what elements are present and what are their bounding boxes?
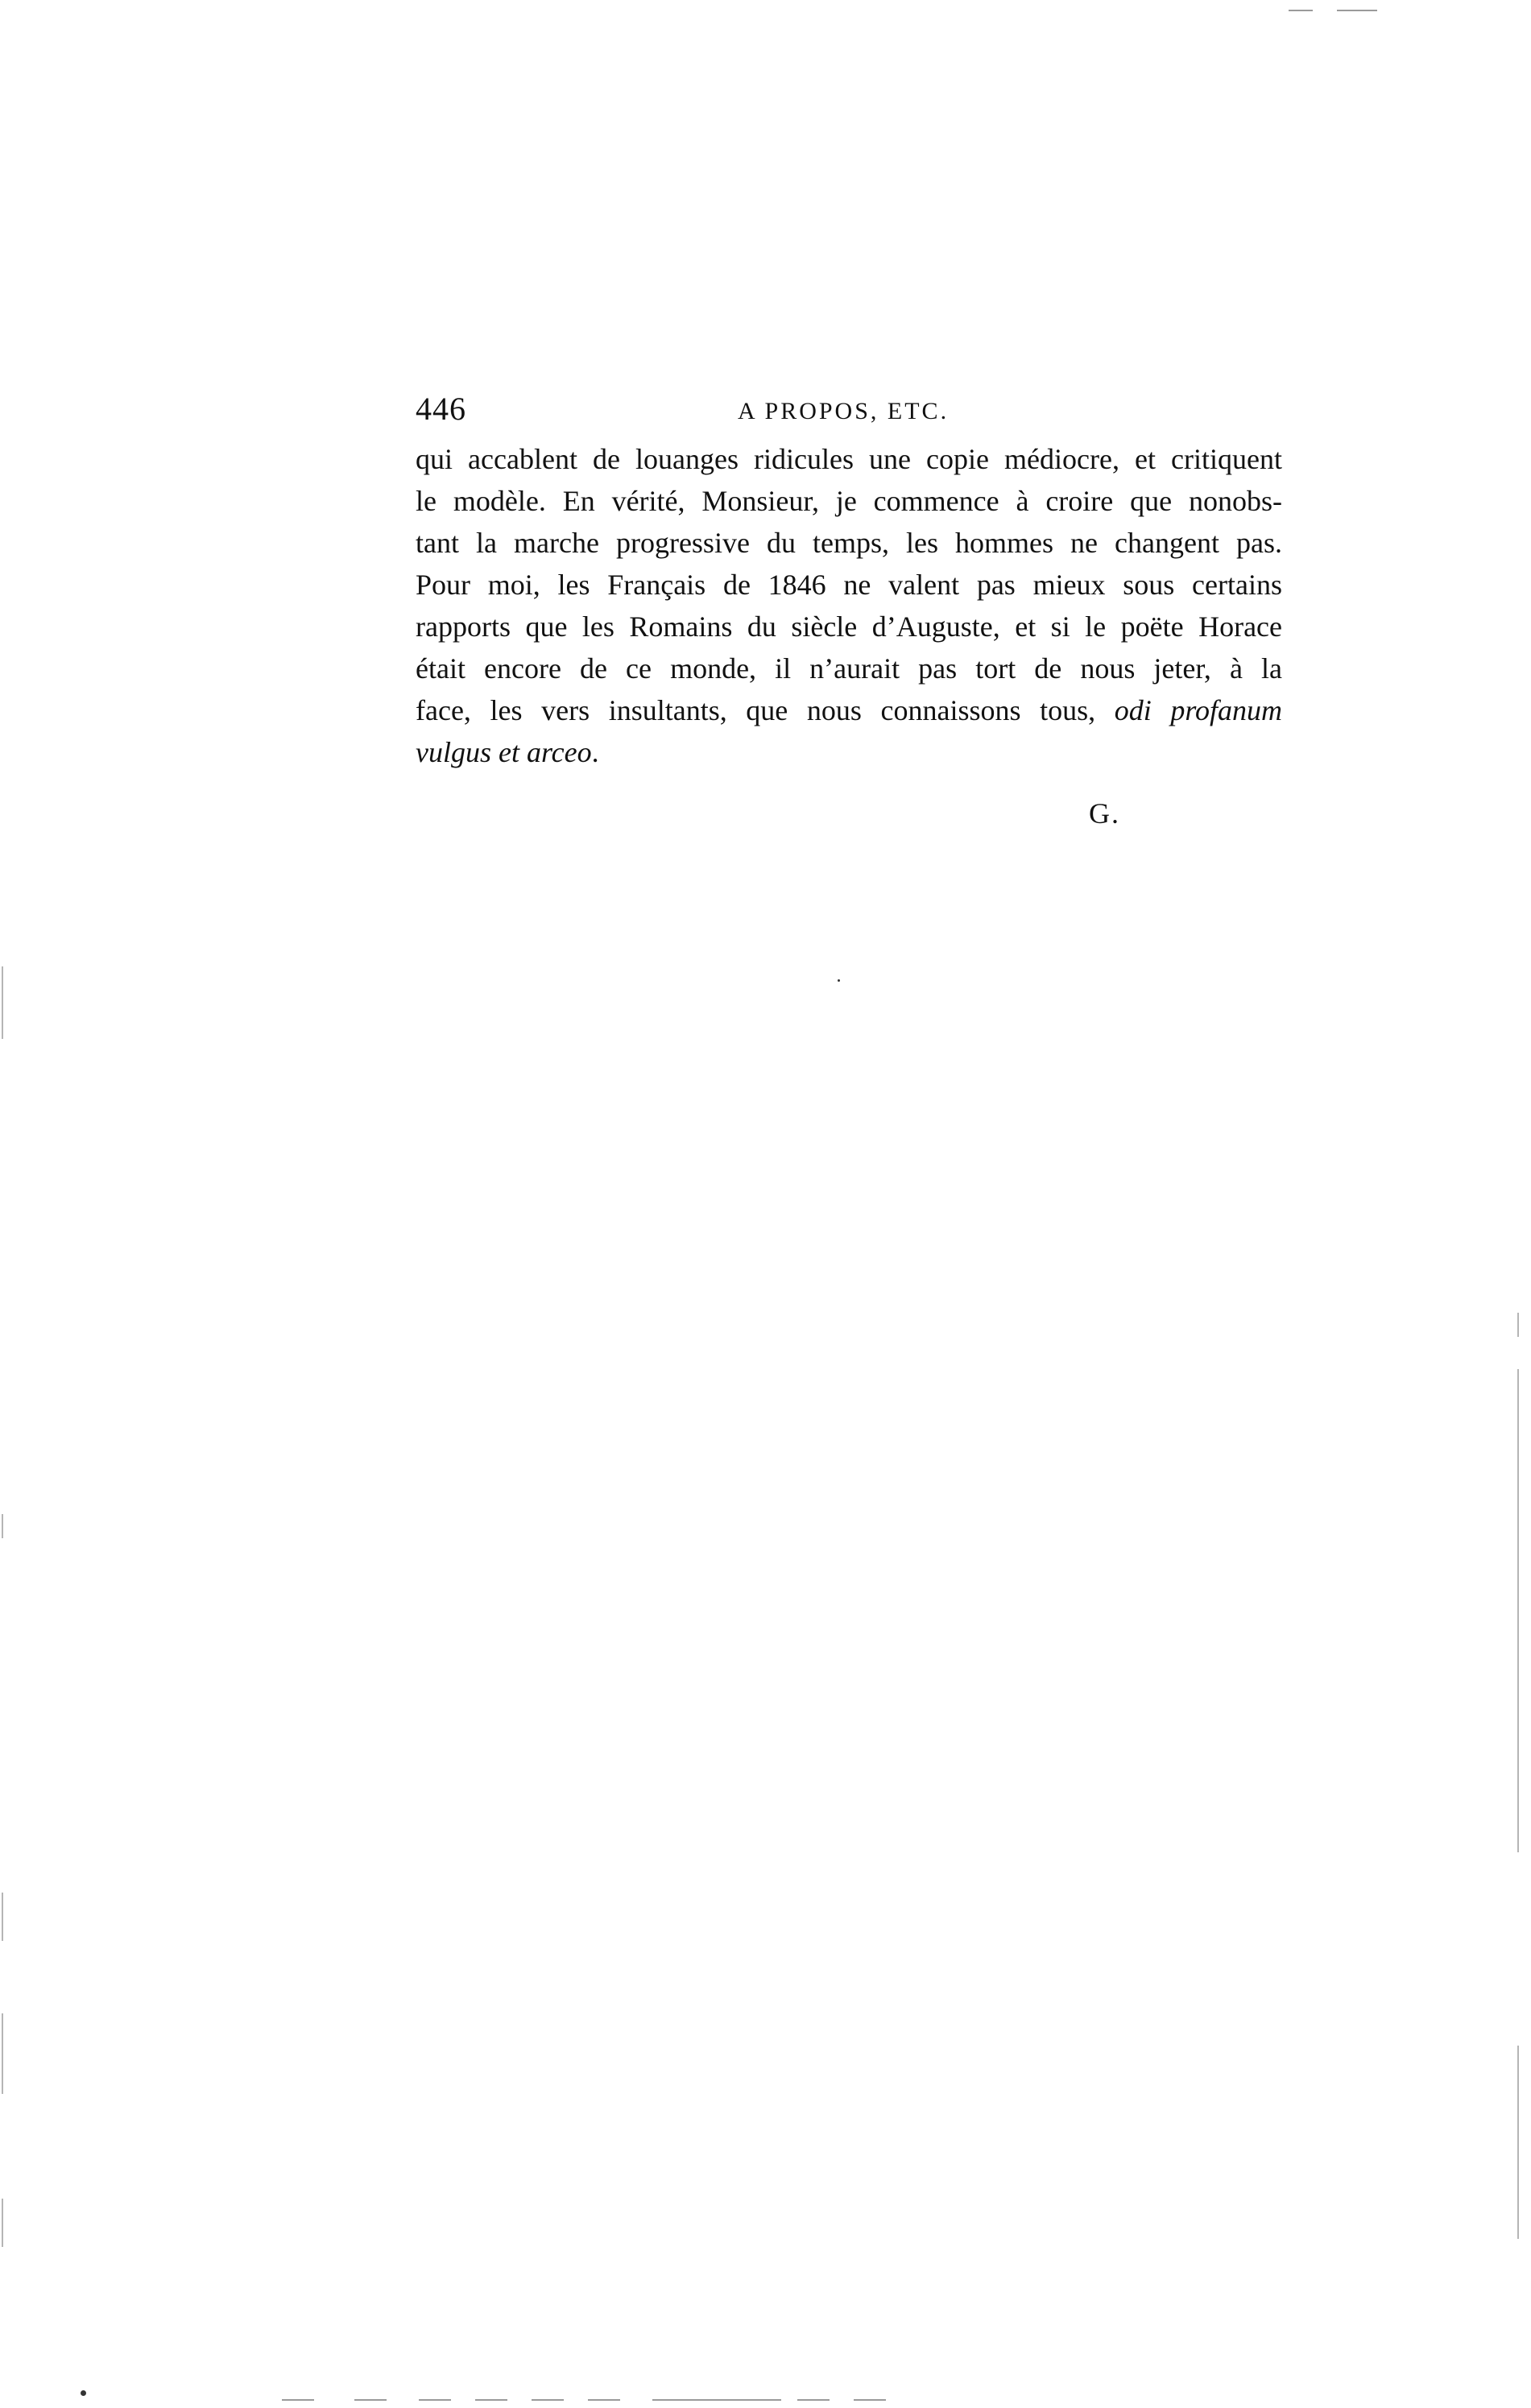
text-line bbox=[416, 606, 1282, 648]
author-signature: G. bbox=[1089, 797, 1120, 830]
text-segment: Pour moi, les Français de 1846 ne valent pas mieux sous certains bbox=[416, 569, 1282, 601]
text-segment: était encore de ce monde, il n’aurait pas tort de nous jeter, à la bbox=[416, 652, 1282, 685]
latin-quote: odi profanum bbox=[1114, 694, 1282, 726]
scan-dash bbox=[354, 2399, 387, 2401]
text-line bbox=[416, 689, 1282, 731]
scan-dash bbox=[1337, 10, 1377, 11]
scan-dash bbox=[797, 2399, 830, 2401]
text-segment: le modèle. En vérité, Monsieur, je commence à croire que nonobs- bbox=[416, 485, 1282, 517]
latin-quote: vulgus et arceo bbox=[416, 736, 592, 768]
scan-dash bbox=[588, 2399, 620, 2401]
running-head-title: A PROPOS, ETC. bbox=[738, 398, 950, 424]
text-line bbox=[416, 480, 1282, 522]
text-segment: tant la marche progressive du temps, les hommes ne changent pas. bbox=[416, 527, 1282, 559]
text-segment: rapports que les Romains du siècle d’Auguste, et si le poëte Horace bbox=[416, 610, 1282, 643]
edge-mark bbox=[2, 1514, 3, 1538]
scan-dash bbox=[1289, 10, 1313, 11]
text-line bbox=[416, 648, 1282, 689]
running-head bbox=[416, 385, 1282, 433]
scan-dash bbox=[532, 2399, 564, 2401]
scan-dash bbox=[282, 2399, 314, 2401]
edge-mark bbox=[1517, 1313, 1519, 1337]
edge-mark bbox=[1517, 2046, 1519, 2239]
text-segment: face, les vers insultants, que nous connaissons tous, bbox=[416, 694, 1115, 726]
edge-mark bbox=[2, 966, 3, 1039]
scan-dash bbox=[854, 2399, 886, 2401]
body-text bbox=[416, 438, 1282, 773]
edge-mark bbox=[2, 1893, 3, 1941]
text-line bbox=[416, 522, 1282, 564]
text-line bbox=[416, 731, 1282, 773]
scan-speck bbox=[81, 2390, 86, 2396]
scan-dash bbox=[419, 2399, 451, 2401]
edge-mark bbox=[1517, 1369, 1519, 1852]
text-line bbox=[416, 564, 1282, 606]
scan-speck bbox=[838, 979, 840, 982]
edge-mark bbox=[2, 2013, 3, 2094]
scan-dash bbox=[475, 2399, 507, 2401]
text-segment: . bbox=[591, 736, 599, 768]
scan-dash bbox=[652, 2399, 781, 2401]
text-line bbox=[416, 438, 1282, 480]
text-segment: qui accablent de louanges ridicules une copie médiocre, et critiquent bbox=[416, 443, 1282, 475]
page-number: 446 bbox=[416, 391, 466, 427]
edge-mark bbox=[2, 2199, 3, 2247]
